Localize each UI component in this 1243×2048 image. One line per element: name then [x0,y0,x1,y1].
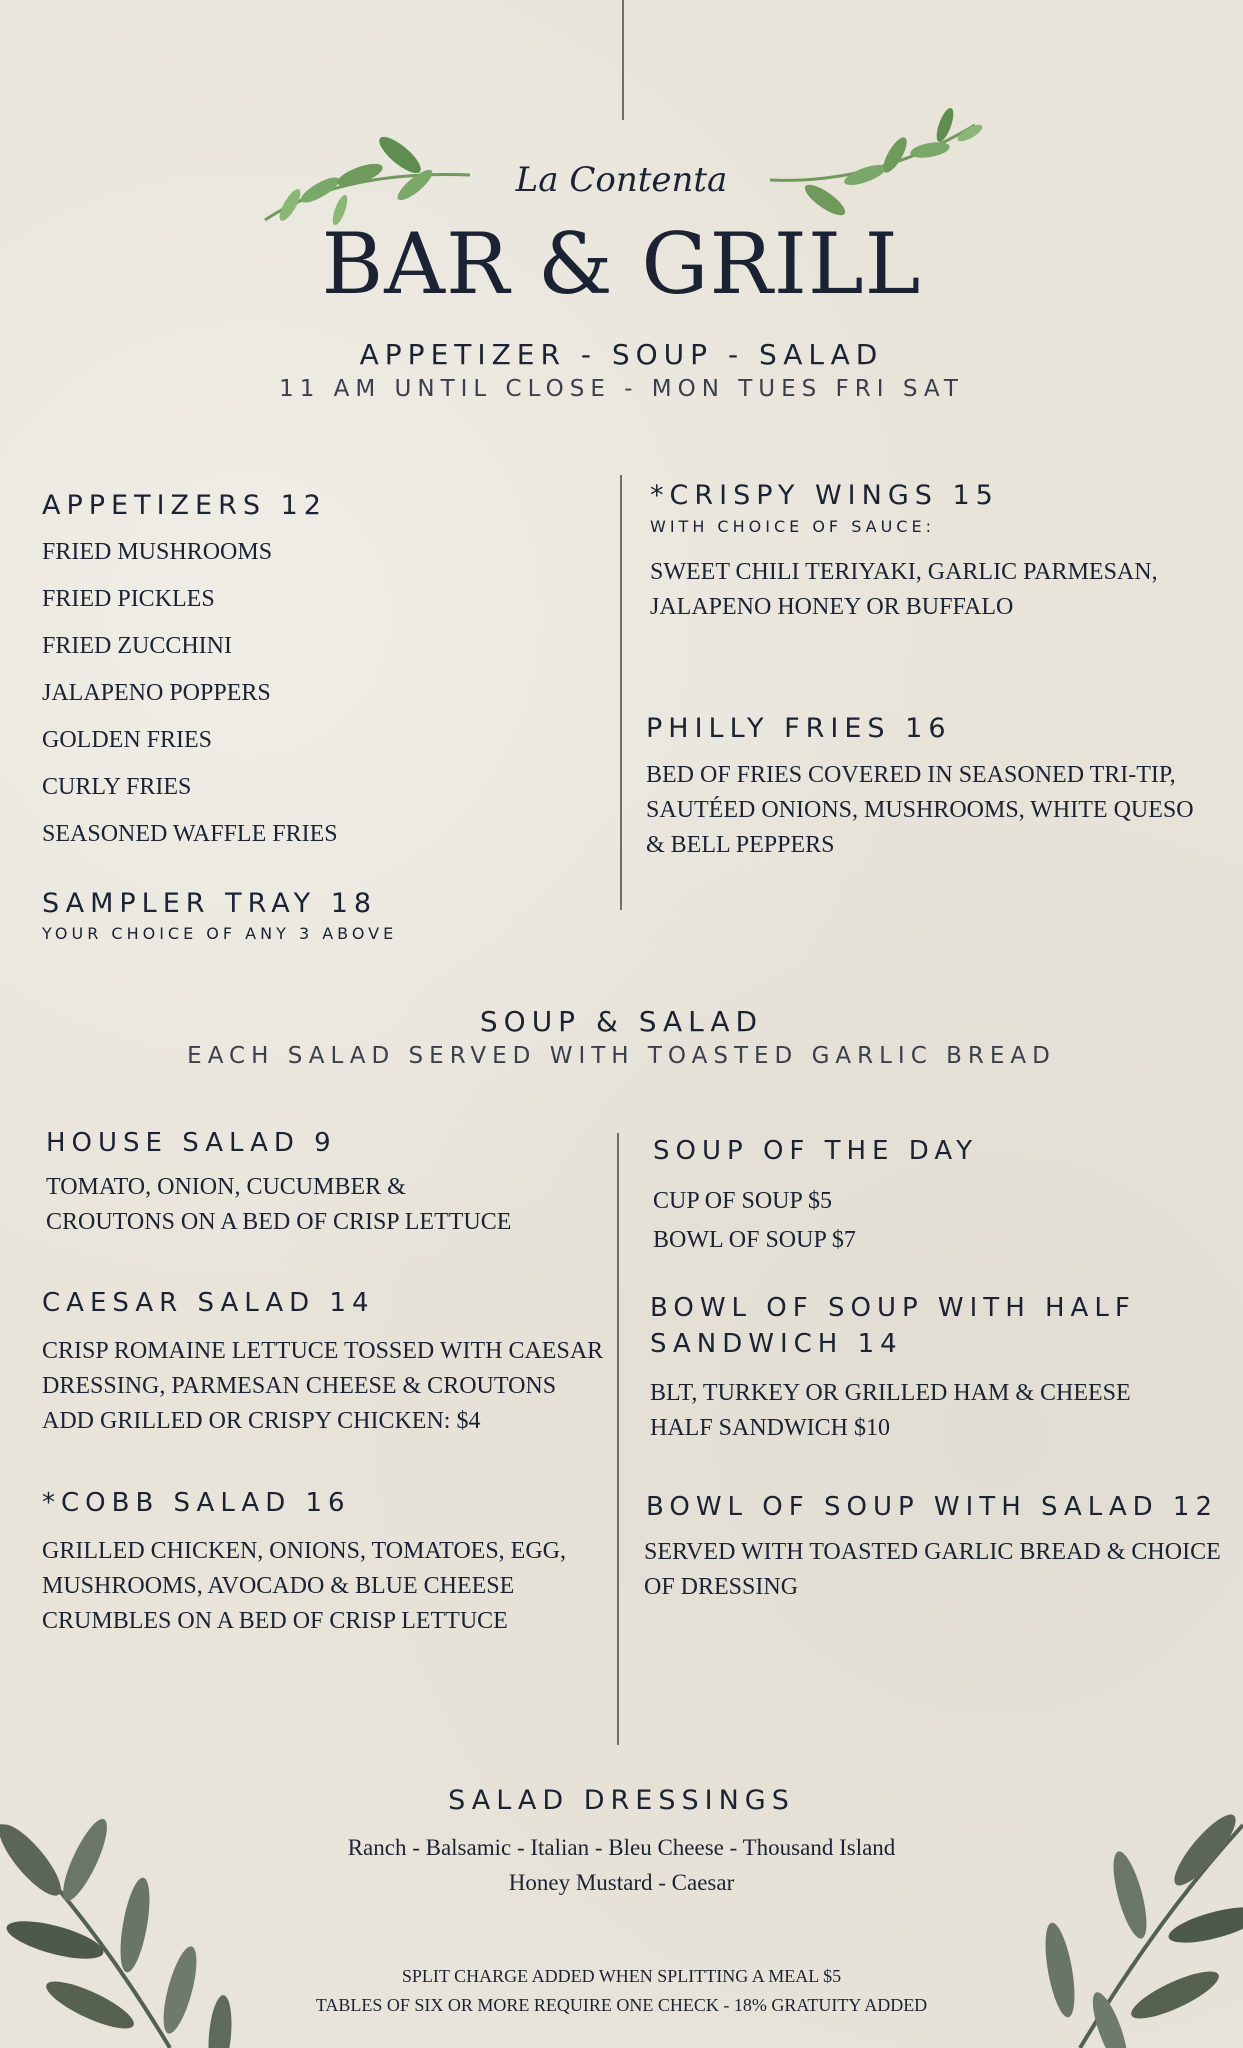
leaf-branch-bottom-left-icon [0,1805,280,2048]
wings-heading: *CRISPY WINGS 15 [650,480,999,511]
house-salad-desc: TOMATO, ONION, CUCUMBER & CROUTONS ON A BED OF CRISP LETTUCE [46,1174,512,1235]
soup-salad-heading: SOUP & SALAD [479,1005,764,1038]
appetizers-list [42,535,338,864]
sampler-note: YOUR CHOICE OF ANY 3 ABOVE [42,924,398,943]
list-item: FRIED MUSHROOMS [42,539,273,565]
soup-sandwich-heading: BOWL OF SOUP WITH HALF SANDWICH 14 [650,1293,1136,1359]
philly-desc: BED OF FRIES COVERED IN SEASONED TRI-TIP, SAUTÉED ONIONS, MUSHROOMS, WHITE QUESO & BELL PEPPERS [646,762,1194,858]
cobb-salad-desc: GRILLED CHICKEN, ONIONS, TOMATOES, EGG, MUSHROOMS, AVOCADO & BLUE CHEESE CRUMBLES ON A BED OF CRISP LETTUCE [42,1538,567,1634]
cobb-salad-heading: *COBB SALAD 16 [42,1488,351,1518]
list-item: GOLDEN FRIES [42,727,213,753]
soup-salad-subtitle: EACH SALAD SERVED WITH TOASTED GARLIC BREAD [187,1043,1056,1069]
hours-text: 11 AM UNTIL CLOSE - MON TUES FRI SAT [279,376,964,402]
caesar-salad-heading: CAESAR SALAD 14 [42,1288,375,1318]
list-item: FRIED ZUCCHINI [42,633,232,659]
soup-salad-combo-heading: BOWL OF SOUP WITH SALAD 12 [646,1492,1219,1522]
caesar-salad-desc: CRISP ROMAINE LETTUCE TOSSED WITH CAESAR DRESSING, PARMESAN CHEESE & CROUTONS ADD GRILLED OR CRISPY CHICKEN: $4 [42,1338,604,1434]
footer-gratuity: TABLES OF SIX OR MORE REQUIRE ONE CHECK - 18% GRATUITY ADDED [315,1995,928,2015]
appetizers-heading: APPETIZERS 12 [42,490,327,521]
column-divider-top [620,475,622,910]
top-divider-line [622,0,624,120]
list-item: CURLY FRIES [42,774,192,800]
sampler-heading: SAMPLER TRAY 18 [42,888,378,919]
column-divider-bottom [617,1133,619,1745]
dressings-line-1: Ranch - Balsamic - Italian - Bleu Cheese - Thousand Island [347,1835,896,1860]
footer-split-charge: SPLIT CHARGE ADDED WHEN SPLITTING A MEAL $5 [401,1966,842,1986]
page-title: BAR & GRILL [321,215,922,313]
wings-desc: SWEET CHILI TERIYAKI, GARLIC PARMESAN, JALAPENO HONEY OR BUFFALO [650,559,1158,620]
soup-salad-combo-desc: SERVED WITH TOASTED GARLIC BREAD & CHOICE OF DRESSING [644,1539,1221,1600]
leaf-branch-bottom-right-icon [960,1805,1243,2048]
dressings-heading: SALAD DRESSINGS [448,1785,795,1816]
soup-day-heading: SOUP OF THE DAY [653,1136,978,1166]
soup-sandwich-desc: BLT, TURKEY OR GRILLED HAM & CHEESE HALF SANDWICH $10 [650,1380,1131,1441]
list-item: JALAPENO POPPERS [42,680,271,706]
wings-note: WITH CHOICE OF SAUCE: [650,517,935,536]
soup-day-desc: CUP OF SOUP $5 BOWL OF SOUP $7 [653,1188,856,1253]
list-item: FRIED PICKLES [42,586,215,612]
dressings-line-2: Honey Mustard - Caesar [508,1870,735,1895]
list-item: SEASONED WAFFLE FRIES [42,821,338,847]
menu-subtitle: APPETIZER - SOUP - SALAD [359,338,884,371]
philly-heading: PHILLY FRIES 16 [646,713,952,744]
brand-script: La Contenta [515,160,728,200]
house-salad-heading: HOUSE SALAD 9 [46,1128,337,1158]
